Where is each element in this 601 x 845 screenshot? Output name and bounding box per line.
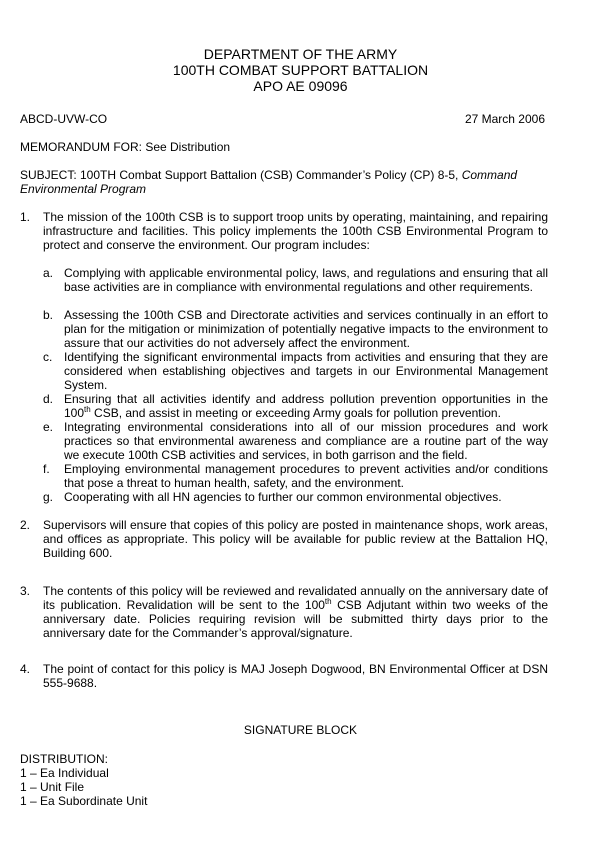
list-letter: d.: [43, 392, 54, 406]
paragraph-text-b: CSB Adjutant within two weeks of the anniversary date. Policies requiring revision will be submitted thirty days prior to the anniversary date for the Commander’s approval/signature.: [43, 598, 548, 640]
signature-block: SIGNATURE BLOCK: [243, 723, 358, 737]
ordinal-suffix: th: [324, 597, 332, 606]
list-letter: f.: [43, 462, 50, 476]
paragraph-text: [43, 584, 548, 640]
distribution-heading: DISTRIBUTION:: [20, 752, 109, 766]
list-letter: a.: [43, 266, 54, 280]
list-letter: b.: [43, 308, 54, 322]
distribution-item: 1 – Ea Individual: [20, 766, 109, 780]
paragraph-number: 4.: [20, 662, 31, 676]
list-text-b: CSB, and assist in meeting or exceeding Army goals for pollution prevention.: [90, 406, 501, 420]
letterhead-address: APO AE 09096: [253, 78, 348, 94]
list-text: Integrating environmental considerations into all of our mission procedures and work practices so that environmental awareness and compliance are a routine part of the way we execute 100th CSB activities and services, in both garrison and the field.: [64, 420, 548, 462]
paragraph-text: Supervisors will ensure that copies of this policy are posted in maintenance shops, work areas, and offices as appropriate. This policy will be available for public review at the Battalion HQ, Building 600.: [43, 518, 548, 560]
list-text: Employing environmental management procedures to prevent activities and/or conditions that pose a threat to human health, safety, and the environment.: [64, 462, 548, 490]
list-text-a: Ensuring that all activities identify and address pollution prevention opportunities in the 100: [64, 392, 548, 420]
ordinal-suffix: th: [84, 405, 91, 414]
office-symbol: ABCD-UVW-CO: [20, 112, 108, 126]
list-text: Assessing the 100th CSB and Directorate activities and services continually in an effort to plan for the mitigation or minimization of potentially negative impacts to the environment to assure that our activities do not adversely affect the environment.: [64, 308, 548, 350]
memo-date: 27 March 2006: [464, 112, 545, 126]
distribution-list: [20, 752, 147, 808]
list-letter: e.: [43, 420, 54, 434]
subject-prefix: SUBJECT: 100TH Combat Support Battalion (CSB) Commander’s Policy (CP) 8-5,: [20, 168, 462, 182]
paragraph-text: The point of contact for this policy is MAJ Joseph Dogwood, BN Environmental Officer at DSN 555-9688.: [43, 662, 548, 690]
subject-line: [20, 168, 550, 196]
list-letter: g.: [43, 490, 54, 504]
list-letter: c.: [43, 350, 53, 364]
paragraph-text-a: The contents of this policy will be reviewed and revalidated annually on the anniversary date of its publication. Revalidation will be sent to the 100: [43, 584, 548, 612]
memorandum-for: MEMORANDUM FOR: See Distribution: [20, 140, 231, 154]
list-text: Identifying the significant environmental impacts from activities and ensuring that they are considered when establishing objectives and targets in our Environmental Management System.: [64, 350, 548, 392]
paragraph-number: 1.: [20, 210, 31, 224]
paragraph-text: The mission of the 100th CSB is to support troop units by operating, maintaining, and repairing infrastructure and facilities. This policy implements the 100th CSB Environmental Program to protect and conserve the environment. Our program includes:: [43, 210, 548, 252]
distribution-item: 1 – Unit File: [20, 780, 85, 794]
letterhead-unit: 100TH COMBAT SUPPORT BATTALION: [172, 62, 429, 78]
letterhead: [0, 46, 601, 94]
list-text: Cooperating with all HN agencies to further our common environmental objectives.: [64, 490, 502, 504]
letterhead-department: DEPARTMENT OF THE ARMY: [203, 46, 398, 62]
distribution-item: 1 – Ea Subordinate Unit: [20, 794, 148, 808]
paragraph-number: 3.: [20, 584, 31, 598]
list-text: [64, 392, 548, 420]
list-text: Complying with applicable environmental policy, laws, and regulations and ensuring that all base activities are in compliance with environmental regulations and other requirements.: [64, 266, 548, 294]
paragraph-number: 2.: [20, 518, 31, 532]
subject-title: Command Environmental Program: [20, 168, 518, 196]
